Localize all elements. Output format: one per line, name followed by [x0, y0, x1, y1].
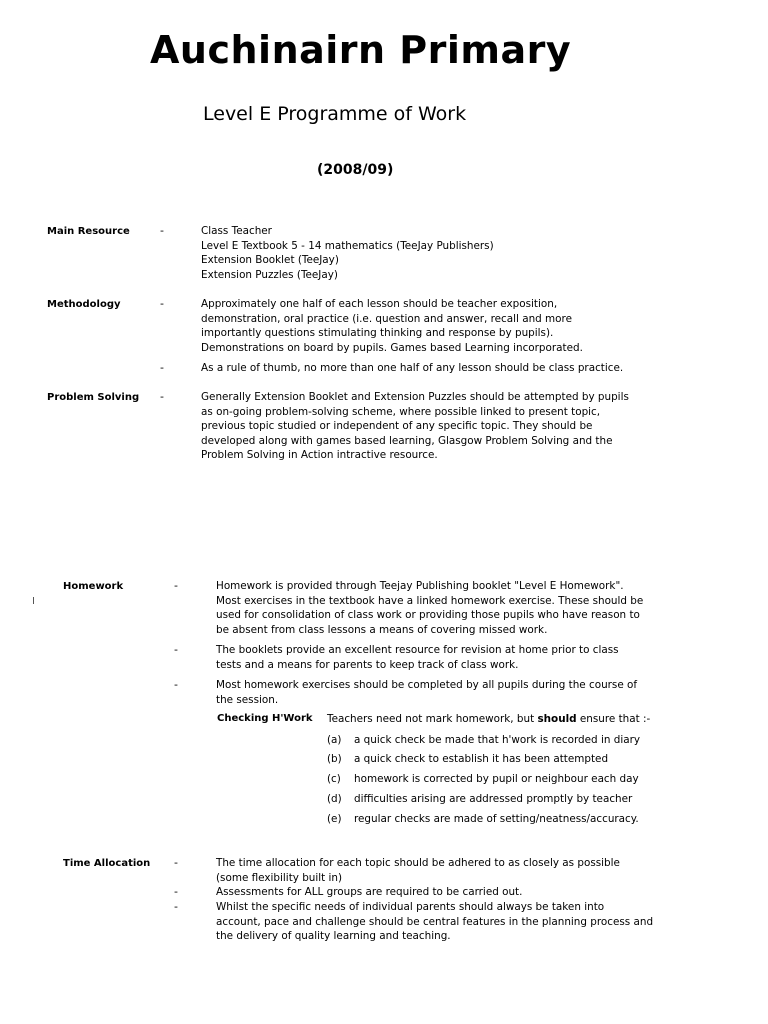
document-subtitle: Level E Programme of Work [203, 103, 467, 125]
checklist-letter: (e) [327, 813, 342, 825]
methodology-text-2 [201, 361, 623, 376]
checklist-letter: (b) [327, 753, 342, 765]
text-line: Demonstrations on board by pupils. Games based Learning incorporated. [201, 341, 583, 354]
time-allocation-dash-2: - [174, 885, 178, 898]
text-line: be absent from class lessons a means of covering missed work. [216, 623, 548, 636]
time-allocation-text-1 [216, 856, 620, 885]
intro-emphasis: should [537, 713, 577, 725]
checklist-letter: (d) [327, 793, 342, 805]
document-year: (2008/09) [317, 162, 394, 178]
text-line: Most homework exercises should be completed by all pupils during the course of [216, 679, 638, 691]
text-line: as on-going problem-solving scheme, where possible linked to present topic, [201, 405, 601, 418]
text-line: Whilst the specific needs of individual parents should always be taken into [216, 901, 605, 913]
methodology-text-1 [201, 297, 583, 355]
checking-homework-label: Checking H'Work [217, 713, 313, 724]
methodology-label: Methodology [47, 299, 121, 310]
text-line: Most exercises in the textbook have a linked homework exercise. These should be [216, 594, 644, 607]
homework-label: Homework [63, 581, 124, 592]
text-line: importantly questions stimulating thinking and response by pupils). [201, 327, 554, 340]
text-line: As a rule of thumb, no more than one half of any lesson should be class practice. [201, 362, 624, 374]
text-line: the session. [216, 693, 279, 706]
time-allocation-text-2 [216, 885, 522, 900]
text-line: (some flexibility built in) [216, 871, 343, 884]
problem-solving-dash: - [160, 390, 164, 403]
methodology-dash: - [160, 297, 164, 310]
document-title: Auchinairn Primary [150, 28, 572, 72]
text-line: tests and a means for parents to keep track of class work. [216, 658, 519, 671]
text-line: The booklets provide an excellent resource for revision at home prior to class [216, 644, 619, 656]
homework-dash-2: - [174, 643, 178, 656]
checklist-text: a quick check to establish it has been attempted [354, 753, 609, 765]
checking-homework-intro [327, 713, 650, 725]
text-line: the delivery of quality learning and teaching. [216, 930, 451, 943]
methodology-dash-2: - [160, 361, 164, 374]
main-resource-dash: - [160, 224, 164, 237]
homework-dash-3: - [174, 678, 178, 691]
text-line: demonstration, oral practice (i.e. question and answer, recall and more [201, 312, 572, 325]
text-line: Extension Booklet (TeeJay) [201, 254, 339, 267]
text-line: Assessments for ALL groups are required to be carried out. [216, 886, 523, 898]
text-line: Homework is provided through Teejay Publishing booklet "Level E Homework". [216, 580, 624, 592]
intro-text: Teachers need not mark homework, but [327, 713, 538, 725]
homework-text-2 [216, 643, 619, 672]
text-line: The time allocation for each topic should be adhered to as closely as possible [216, 857, 620, 869]
time-allocation-dash-1: - [174, 856, 178, 869]
text-line: Generally Extension Booklet and Extension Puzzles should be attempted by pupils [201, 391, 629, 403]
main-resource-label: Main Resource [47, 226, 130, 237]
text-line: Extension Puzzles (TeeJay) [201, 268, 338, 281]
text-line: developed along with games based learning, Glasgow Problem Solving and the [201, 434, 613, 447]
text-line: Approximately one half of each lesson should be teacher exposition, [201, 298, 558, 310]
time-allocation-text-3 [216, 900, 653, 944]
intro-text: ensure that :- [576, 713, 651, 725]
time-allocation-label: Time Allocation [63, 858, 151, 869]
checklist-text: difficulties arising are addressed promptly by teacher [354, 793, 633, 805]
text-line: used for consolidation of class work or providing those pupils who have reason to [216, 609, 640, 622]
text-line: Level E Textbook 5 - 14 mathematics (TeeJay Publishers) [201, 239, 494, 252]
homework-text-1 [216, 579, 643, 637]
checklist-text: homework is corrected by pupil or neighbour each day [354, 773, 639, 785]
homework-dash-1: - [174, 579, 178, 592]
checklist-text: a quick check be made that h'work is recorded in diary [354, 734, 640, 746]
checklist-text: regular checks are made of setting/neatness/accuracy. [354, 813, 639, 825]
text-line: previous topic studied or independent of any specific topic. They should be [201, 420, 593, 433]
text-line: Problem Solving in Action intractive resource. [201, 449, 438, 462]
main-resource-text [201, 224, 494, 282]
homework-text-3 [216, 678, 637, 707]
checklist-letter: (a) [327, 734, 342, 746]
text-line: account, pace and challenge should be central features in the planning process and [216, 915, 654, 928]
problem-solving-text [201, 390, 629, 463]
problem-solving-label: Problem Solving [47, 392, 140, 403]
text-line: Class Teacher [201, 225, 272, 237]
time-allocation-dash-3: - [174, 900, 178, 913]
checklist-letter: (c) [327, 773, 341, 785]
margin-mark [33, 597, 34, 604]
